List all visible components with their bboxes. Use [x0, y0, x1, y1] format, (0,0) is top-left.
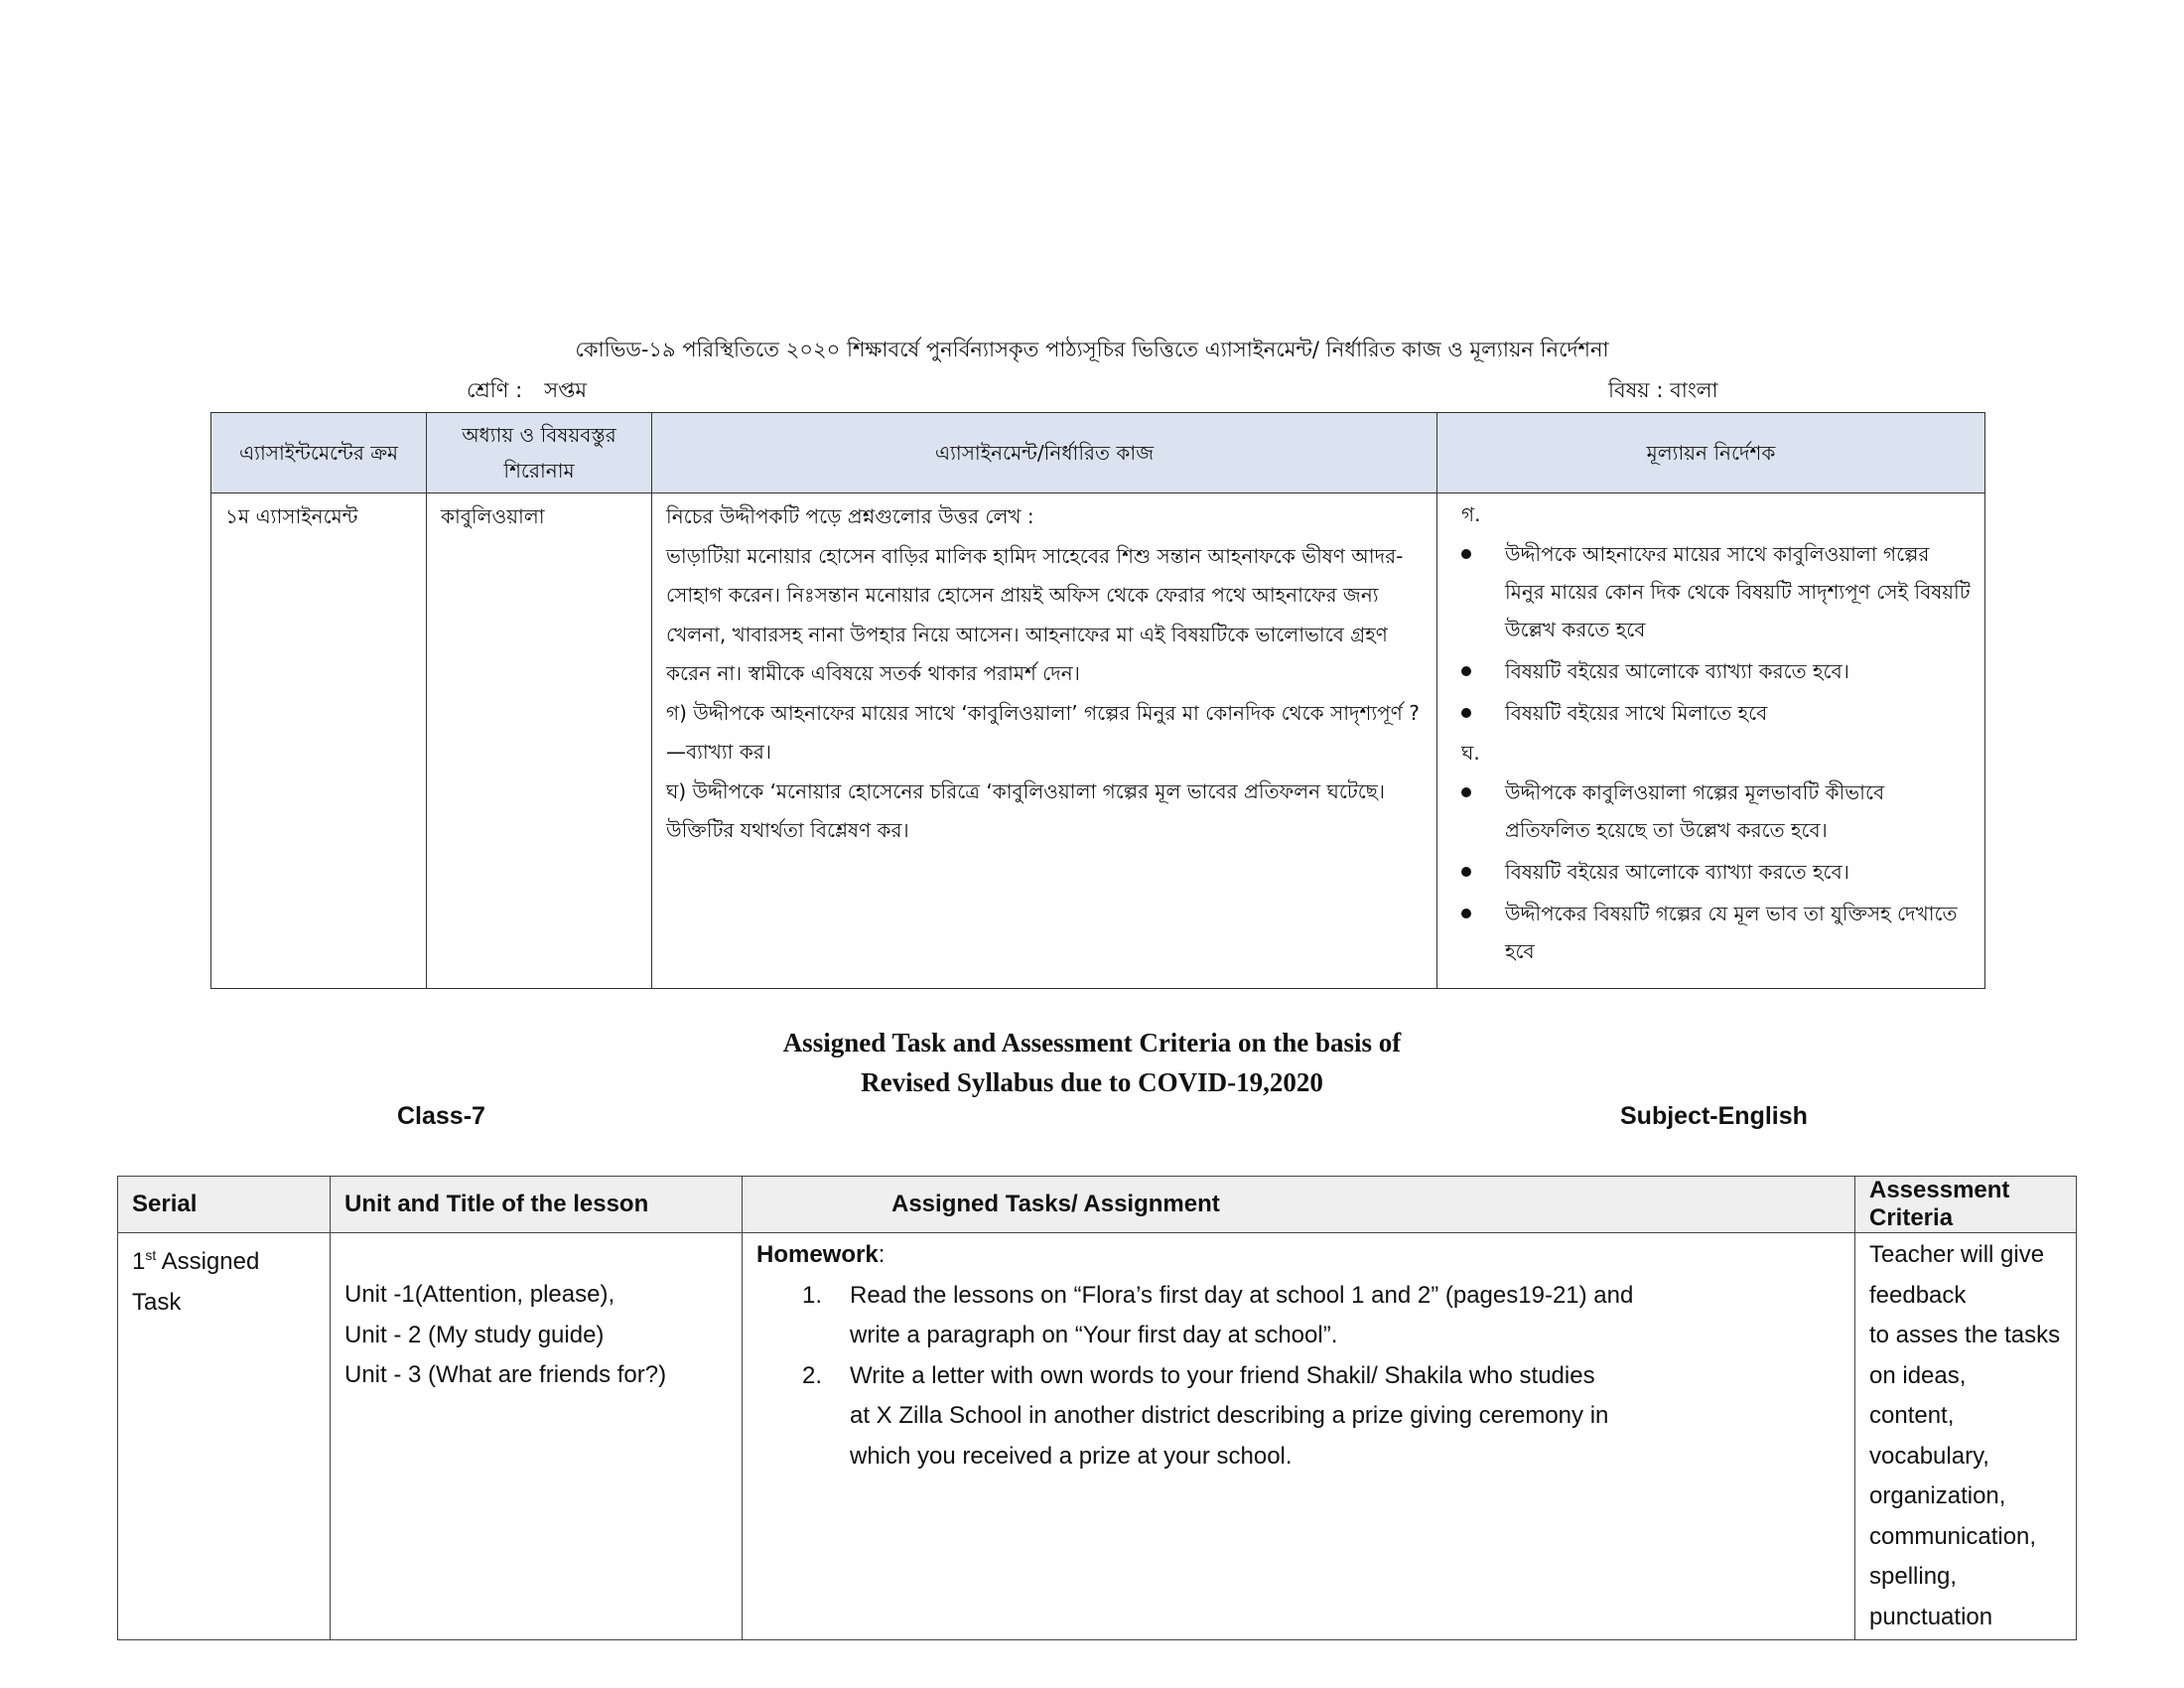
criteria-line: communication, spelling, — [1869, 1522, 2037, 1590]
serial-superscript: st — [145, 1247, 157, 1263]
task-text-line: which you received a prize at your school. — [850, 1442, 1293, 1470]
bangla-class-value: সপ্তম — [544, 378, 588, 402]
list-item — [756, 1356, 1841, 1477]
task-number: 1. — [802, 1281, 823, 1309]
english-criteria-cell — [1855, 1233, 2077, 1640]
bangla-class-info — [467, 374, 587, 409]
task-text-line: Read the lessons on “Flora’s first day at school 1 and 2” (pages19-21) and — [850, 1281, 1634, 1309]
bullet-icon — [1461, 787, 1471, 797]
table-row — [211, 493, 1985, 989]
english-units-cell — [331, 1233, 743, 1640]
criteria-text: বিষয়টি বইয়ের আলোকে ব্যাখ্যা করতে হবে। — [1505, 659, 1849, 683]
criteria-text: উদ্দীপকে কাবুলিওয়ালা গল্পের মূলভাবটি কীভাবে প্রতিফলিত হয়েছে তা উল্লেখ করতে হবে। — [1505, 780, 1885, 842]
list-item — [1461, 535, 1971, 648]
bangla-header-criteria: মূল্যায়ন নির্দেশক — [1437, 413, 1985, 493]
serial-line-2: Task — [132, 1288, 182, 1316]
serial-text: Assigned — [156, 1248, 260, 1275]
criteria-line: to asses the tasks on ideas, — [1869, 1322, 2061, 1389]
bangla-assignment-table — [210, 412, 1985, 989]
bullet-icon — [1461, 708, 1471, 718]
bangla-header-serial: এ্যাসাইন্টমেন্টের ক্রম — [211, 413, 427, 493]
serial-line-1 — [132, 1235, 316, 1283]
task-text-line: at X Zilla School in another district describing a prize giving ceremony in — [850, 1402, 1609, 1429]
english-class-label: Class-7 — [397, 1102, 485, 1130]
criteria-line: Teacher will give feedback — [1869, 1241, 2045, 1309]
bangla-task-stimulus: ভাড়াটিয়া মনোয়ার হোসেন বাড়ির মালিক হামিদ সাহেবের শিশু সন্তান আহনাফকে ভীষণ আদর-সোহাগ করেন। নিঃসন্তান মনোয়ার হোসেন প্রায়ই অফিস থেকে ফেরার পথে আহনাফের জন্য খেলনা, খাবারসহ নানা উপহার নিয়ে আসেন। আহনাফের মা এই বিষয়টিকে ভালোভাবে গ্রহণ করেন না। স্বামীকে এবিষয়ে সতর্ক থাকার পরামর্শ দেন। — [666, 543, 1404, 685]
bullet-icon — [1461, 666, 1471, 676]
bangla-criteria-ga-list — [1461, 535, 1971, 732]
bangla-question-ga: গ) উদ্দীপকে আহনাফের মায়ের সাথে ‘কাবুলিওয়ালা’ গল্পের মিনুর মা কোনদিক থেকে সাদৃশ্যপূর্ণ ?—ব্যাখ্যা কর। — [666, 700, 1420, 764]
table-row — [118, 1233, 2077, 1640]
homework-task-list — [756, 1276, 1841, 1477]
serial-number: 1 — [132, 1248, 146, 1275]
bangla-task-instruction: নিচের উদ্দীপকটি পড়ে প্রশ্নগুলোর উত্তর লেখ : — [666, 504, 1034, 528]
list-item — [756, 1276, 1841, 1356]
list-item — [1461, 774, 1971, 849]
bangla-criteria-gha-list — [1461, 774, 1971, 970]
bullet-icon — [1461, 867, 1471, 877]
criteria-text: বিষয়টি বইয়ের সাথে মিলাতে হবে — [1505, 701, 1768, 725]
unit-item: Unit -1(Attention, please), — [344, 1281, 615, 1308]
homework-heading — [756, 1235, 1841, 1276]
english-header-criteria: Assessment Criteria — [1855, 1177, 2077, 1233]
task-text-line: Write a letter with own words to your friend Shakil/ Shakila who studies — [850, 1361, 1595, 1389]
bangla-question-gha: ঘ) উদ্দীপকে ‘মনোয়ার হোসেনের চরিত্রে ‘কাবুলিওয়ালা গল্পের মূল ভাবের প্রতিফলন ঘটেছে। উক্তিটির যথার্থতা বিশ্লেষণ কর। — [666, 778, 1386, 842]
english-document-title — [0, 1023, 2184, 1102]
english-subject-label: Subject-English — [1620, 1102, 1808, 1130]
criteria-line: content, vocabulary, — [1869, 1402, 1989, 1470]
english-title-line-1: Assigned Task and Assessment Criteria on the basis of — [782, 1028, 1402, 1057]
list-item — [1461, 694, 1971, 732]
bullet-icon — [1461, 909, 1471, 918]
english-table-header-row — [118, 1177, 2077, 1233]
bangla-class-label: শ্রেণি : — [467, 378, 523, 402]
english-header-task: Assigned Tasks/ Assignment — [743, 1177, 1855, 1233]
list-item — [1461, 895, 1971, 970]
bangla-criteria-ga-label: গ. — [1461, 502, 1481, 526]
bullet-icon — [1461, 549, 1471, 559]
bangla-table-header-row — [211, 413, 1985, 493]
criteria-line: organization, — [1869, 1482, 2006, 1509]
english-title-line-2: Revised Syllabus due to COVID-19,2020 — [861, 1067, 1323, 1097]
criteria-text: বিষয়টি বইয়ের আলোকে ব্যাখ্যা করতে হবে। — [1505, 860, 1849, 884]
bangla-document-title: কোভিড-১৯ পরিস্থিতিতে ২০২০ শিক্ষাবর্ষে পুনর্বিন্যাসকৃত পাঠ্যসূচির ভিত্তিতে এ্যাসাইনমেন্ট/ নির্ধারিত কাজ ও মূল্যায়ন নির্দেশনা — [575, 338, 1609, 361]
criteria-text: উদ্দীপকে আহনাফের মায়ের সাথে কাবুলিওয়ালা গল্পের মিনুর মায়ের কোন দিক থেকে বিষয়টি সাদৃশ্যপূণ সেই বিষয়টি উল্লেখ করতে হবে — [1505, 542, 1971, 641]
unit-item: Unit - 2 (My study guide) — [344, 1321, 605, 1348]
english-header-unit: Unit and Title of the lesson — [331, 1177, 743, 1233]
task-text-line: write a paragraph on “Your first day at school”. — [850, 1322, 1338, 1348]
unit-item: Unit - 3 (What are friends for?) — [344, 1361, 667, 1388]
english-serial-cell — [118, 1233, 331, 1640]
homework-colon: : — [878, 1241, 886, 1268]
bangla-header-task: এ্যাসাইনমেন্ট/নির্ধারিত কাজ — [652, 413, 1437, 493]
english-header-serial: Serial — [118, 1177, 331, 1233]
criteria-text: উদ্দীপকের বিষয়টি গল্পের যে মূল ভাব তা যুক্তিসহ দেখাতে হবে — [1505, 902, 1958, 963]
task-number: 2. — [802, 1361, 823, 1389]
bangla-chapter-cell: কাবুলিওয়ালা — [427, 493, 652, 989]
bangla-subject-info: বিষয় : বাংলা — [1608, 378, 1718, 402]
bangla-task-cell — [652, 493, 1437, 989]
bangla-header-chapter: অধ্যায় ও বিষয়বস্তুর শিরোনাম — [427, 413, 652, 493]
bangla-criteria-cell — [1437, 493, 1985, 989]
bangla-serial-cell: ১ম এ্যাসাইনমেন্ট — [211, 493, 427, 989]
criteria-line: punctuation — [1869, 1603, 1993, 1630]
list-item — [1461, 652, 1971, 690]
english-task-cell — [743, 1233, 1855, 1640]
homework-label: Homework — [756, 1241, 879, 1268]
bangla-criteria-gha-label: ঘ. — [1461, 741, 1480, 765]
english-assignment-table — [117, 1176, 2077, 1640]
list-item — [1461, 853, 1971, 891]
